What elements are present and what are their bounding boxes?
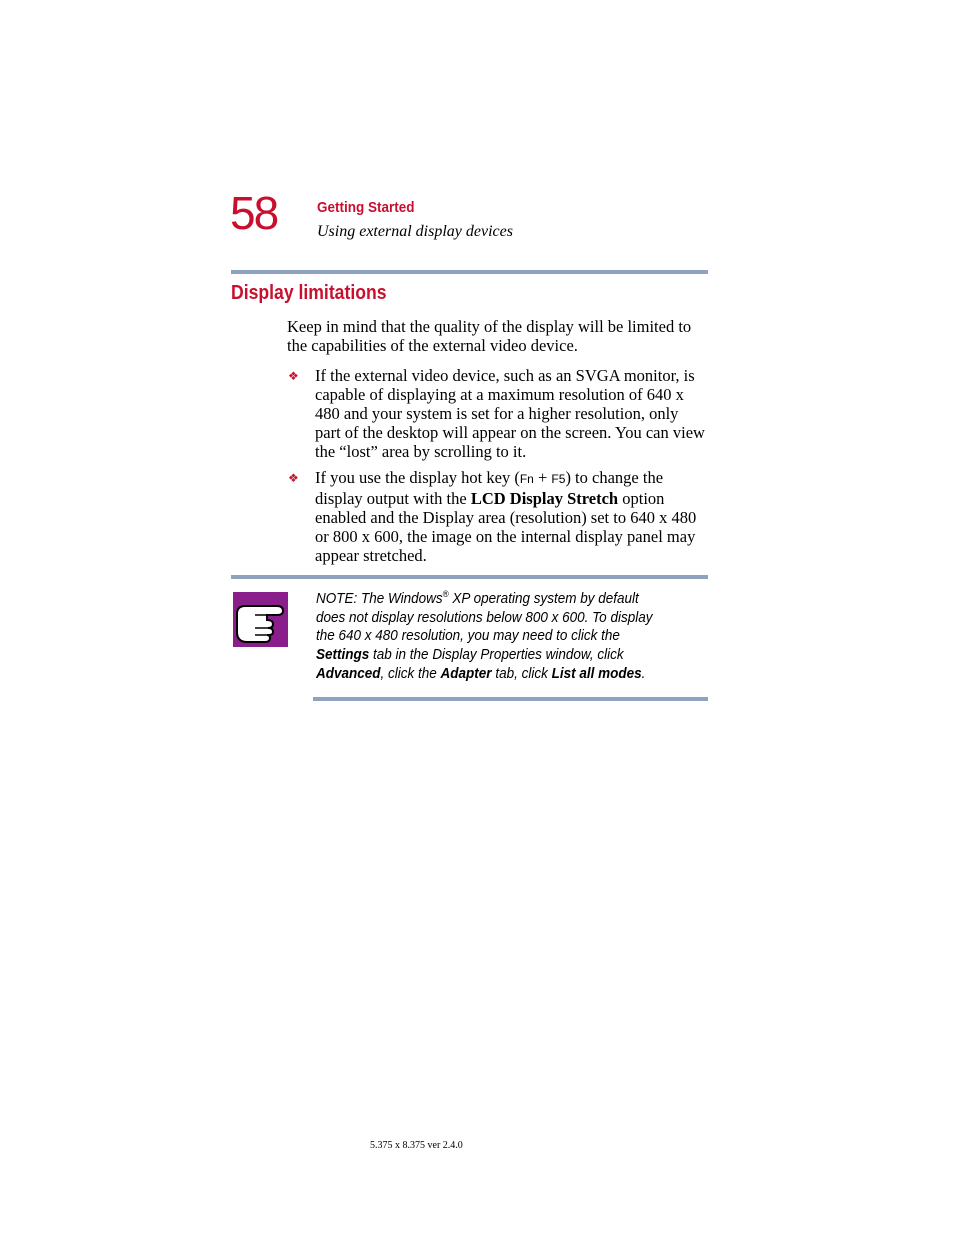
text-run: + <box>533 468 552 487</box>
pointing-hand-icon <box>233 592 288 647</box>
list-modes-button-name: List all modes <box>551 664 642 682</box>
note-text <box>316 585 672 684</box>
section-heading: Display limitations <box>231 282 387 304</box>
note-top-divider <box>231 575 708 579</box>
section-subtitle: Using external display devices <box>317 223 513 240</box>
text-run: . <box>641 664 646 682</box>
text-run: NOTE: The Windows <box>316 590 443 607</box>
text-run: tab in the Display Properties window, click <box>369 646 624 664</box>
page-number: 58 <box>230 187 278 239</box>
registered-mark: ® <box>442 589 449 599</box>
key-fn: Fn <box>519 472 534 486</box>
adapter-tab-name: Adapter <box>440 664 492 682</box>
text-run: XP operating system by default does not display resolutions below 800 x 600. To display the 640 x 480 resolution, you may need to click the <box>316 590 653 645</box>
key-f5: F5 <box>551 472 566 486</box>
text-run: If you use the display hot key ( <box>315 468 520 487</box>
intro-paragraph: Keep in mind that the quality of the display will be limited to the capabilities of the external video device. <box>287 317 692 355</box>
diamond-bullet-icon: ❖ <box>288 369 299 383</box>
diamond-bullet-icon: ❖ <box>288 471 299 485</box>
text-run: , click the <box>380 664 441 682</box>
advanced-button-name: Advanced <box>316 664 381 682</box>
option-name: LCD Display Stretch <box>470 489 619 508</box>
chapter-title: Getting Started <box>317 199 415 216</box>
text-run: option enabled and the Display area (resolution) set to 640 x 480 or 800 x 600, the image on the internal display panel may appear stretched. <box>315 489 697 565</box>
page-footer: 5.375 x 8.375 ver 2.4.0 <box>370 1140 463 1151</box>
bullet-text <box>315 468 708 565</box>
text-run: ) to change the display output with the <box>315 468 664 508</box>
note-bottom-divider <box>313 697 708 701</box>
bullet-text: If the external video device, such as an SVGA monitor, is capable of displaying at a maximum resolution of 640 x 480 and your system is set for a higher resolution, only part of the desktop will appear on the screen. You can view the “lost” area by scrolling to it. <box>315 366 705 461</box>
top-divider <box>231 270 708 274</box>
settings-tab-name: Settings <box>316 646 370 664</box>
text-run: tab, click <box>491 664 552 682</box>
